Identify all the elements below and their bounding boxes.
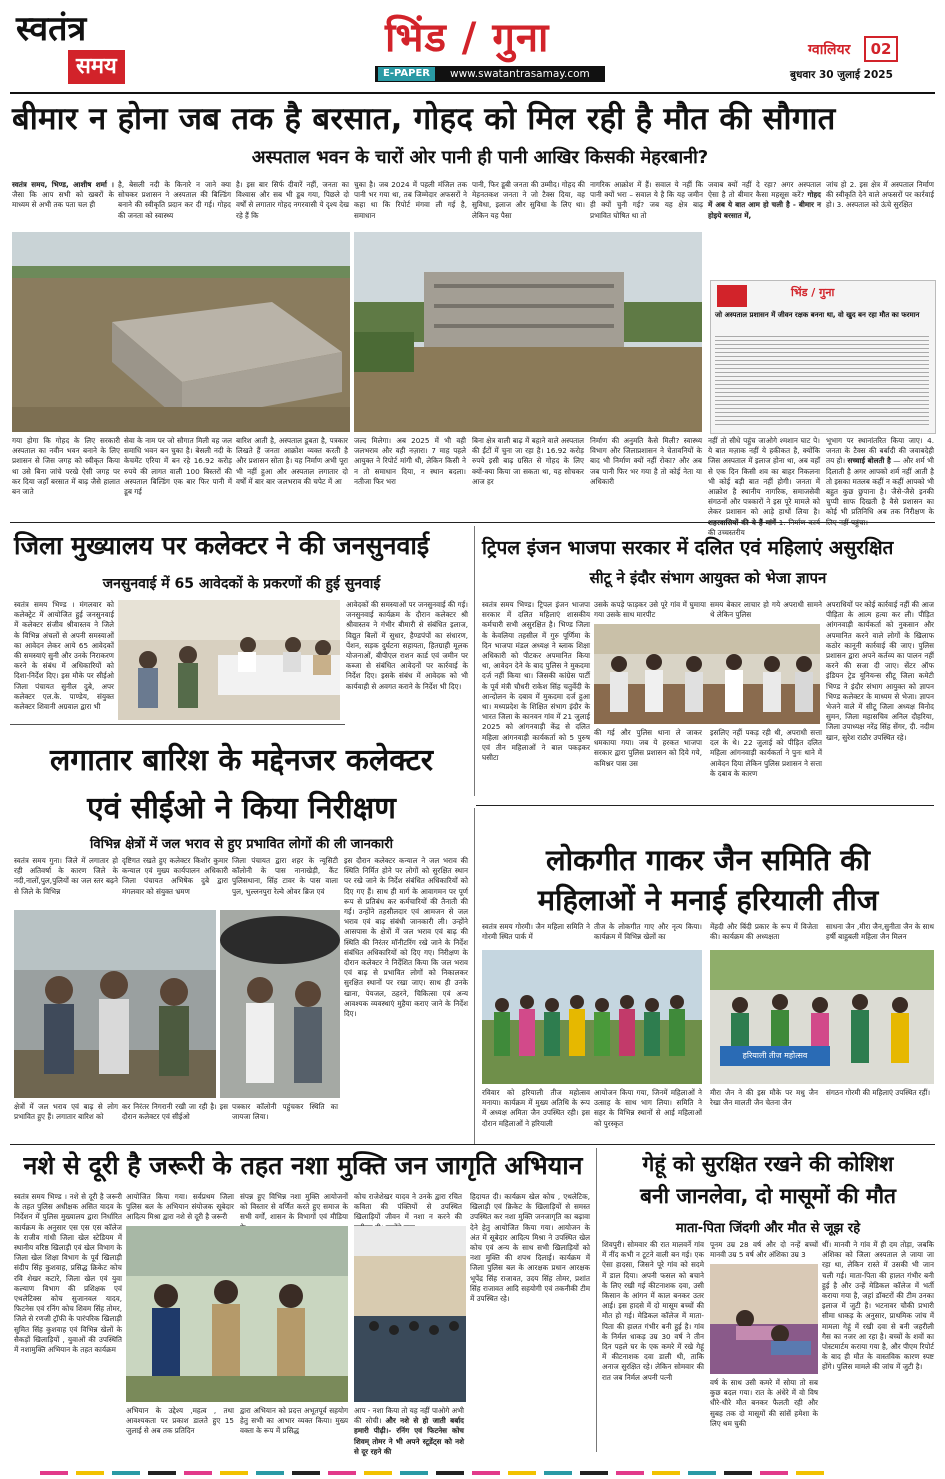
edition-title: भिंड / गुना <box>385 15 550 61</box>
lead-bottom-col7 <box>708 436 820 537</box>
lead-bottom-col4: जल्द मिलेगा। अब 2025 में भी वही जलभराव और वही नज़ारा। 7 माह पहले आयुक्त ने रिपोर्ट मांगी थी, लेकिन किसी ने न तो समाधान दिया, न स्थान बदला। नतीजा फिर भरा <box>354 436 466 486</box>
nasha-col1: स्वतंत्र समय भिण्ड । नशे से दूरी है जरूरी के तहत पुलिस अधीक्षक असित यादव के निर्देशन में पुलिस मुख्यालय द्वारा निर्धारित कार्यक्रम के अनुसार एस एस एस कॉलेज के राजीव गांधी जिला खेल स्टेडियम में स्थानीय वरिष्ठ खिलाड़ी एवं खेल विभाग के जिला खेल शिक्षा विभाग के पूर्व खिलाड़ी संदीप सिंह कुशवाह, प्रसिद्ध क्रिकेट कोच रवि शेखर कटारे, जिला खेल एवं युवा कल्याण विभाग की प्रशिक्षक एवं एथलेटिक्स कोच सुजानवल यादव, फिटनेस एवं रनिंग कोच शिवम सिंह तोमर, जिले से रणजी ट्रॉफी के पारंपरिक खिलाड़ी सुमित सिंह कुशवाह एवं विभिन्न खेलों के सैकड़ों खिलाड़ियों , युवाओं की उपस्थिति में नशामुक्ति अभियान के तहत कार्यक्रम <box>14 1192 122 1355</box>
lead-truth-body: — और शर्म भी दिलाती है अगर आपको शर्म नहीं आती है तो इसका मतलब कहीं न कहीं आपको भी बहुत कुछ छुपाना है। जैसे-जैसे इनकी चुप्पी साफ दिखती है वैसे प्रशासन का कोई भी प्रतिनिधि अब तक निरीक्षण के लिए नहीं पहुंचा। <box>826 456 934 527</box>
triple-col3a: समय बेकार लाचार हो गये अपराधी सामने थे लेकिन पुलिस <box>710 600 822 620</box>
inspection-col4: इस दौरान कलेक्टर कन्याल ने जल भराव की स्थिति निर्मित होने पर लोगों को सुरक्षित स्थान पर रखे जाने के निर्देश संबंधित अधिकारियों को दिए गए हैं। साथ ही मार्ग के आवागमन पर पूर्ण रूप से प्रतिबंध कर कर्मचारियों की तैनाती की गई। उन्होंने तहसीलदार एवं आमजन से जल भराव एवं बाढ़ संबंधी जानकारी ली। उन्होंने आसपास के क्षेत्रों में जल भराव एवं बाढ़ की स्थिति की निरंतर मॉनीटरिंग रखे जाने के निर्देश संबंधित अधिकारियों को दिए गए। निरीक्षण के दौरान कलेक्टर ने निर्देशित किया कि जल भराव एवं बाढ़ से प्रभावित लोगों को निकालकर सुरक्षित स्थानों पर रखा जाए। साथ ही उनके खाना, पेयजल, ठहरने, चिकित्सा एवं अन्य आवश्यक व्यवस्थाएं मुहैया कराए जाने के निर्देश दिए। <box>344 856 468 1019</box>
nasha-col5: हिदायत दी। कार्यक्रम खेल कोच , एथलेटिक, खिलाड़ी एवं क्रिकेट के खिलाड़ियों से समस्त उपस्थित कर नशा मुक्ति जनजागृति का बढ़ावा देने हेतु आयोजित किया गया। आयोजन के अंत में सूबेदार आदित्य मिश्रा ने उपस्थित खेल कोच एवं अन्य के साथ सभी खिलाड़ियों को नशा मुक्ति की शपथ दिलाई। कार्यक्रम में जिला पुलिस बल के आरक्षक प्रधान आरक्षक भूपेंद्र सिंह राजावत, उदय सिंह तोमर, प्रशांत सिंह राजावत आदि सहयोगी एवं तकनीकी टीम में उपस्थित रहे। <box>470 1192 590 1304</box>
lead-col5: पानी, फिर डूबी जनता की उम्मीद। गोहद की मेहनतकश जनता ने जो टैक्स दिया, वह सुविधा, इलाज और सुविधा के लिए था। लेकिन यह पैसा <box>472 180 585 220</box>
logo <box>16 4 156 88</box>
lead-bottom-col2: सेवा के नाम पर जो सौगात मिली वह जल समाधि भवन बन चुका है। बेसली नदी के केचमेंट एरिया में बन रहे 16.92 करोड़ रुपये की लागत वाली 100 बिस्तरों की अस्पताल बिल्डिंग एक बार फिर पानी में डूब गई <box>124 436 232 497</box>
triple-col4: अपराधियों पर कोई कार्रवाई नहीं की आज पीड़िता के आत्म हत्या कर ली। पीड़ित आंगनवाड़ी कार्यकर्ता को नुकसान और अपमानित करने वाले लोगों के खिलाफ कठोर कानूनी कार्रवाई की जाए। पुलिस प्रशासन द्वारा अपने कर्तव्य का पालन नहीं करने की सजा दी जाए। सेंटर ऑफ इंडियन ट्रेड यूनियन्स सीटू जिला कमेटी भिण्ड ने इंदौर संभाग आयुक्त को ज्ञापन भिण्ड कलेक्टर के माध्यम से भेजा। ज्ञापन भेजने वाले में सीटू जिला अध्यक्ष विनोद सुमन, जिला महासचिव अनिल दौहरिया, जिला उपाध्यक्ष नरेंद्र सिंह सेंगर, दी. नदीम खान, सुरेश राठौर उपस्थित रहे। <box>826 600 934 742</box>
lead-col6: नागरिक आक्रोश में हैं। सवाल ये नहीं कि पानी क्यों भरा – सवाल ये है कि यह जमीन ही क्यों चुनी गई? जब यह क्षेत्र बाढ़ प्रभावित घोषित था तो <box>590 180 703 220</box>
nasha-cap2: द्वारा अभियान को प्रदत्त अभूतपूर्व सहयोग हेतु सभी का आभार व्यक्त किया। मुख्य वक्ता के रूप में प्रसिद्ध <box>240 1406 348 1436</box>
page-number: 02 <box>864 36 898 62</box>
jansunvai-subheadline: जनसुनवाई में 65 आवेदकों के प्रकरणों की हुई सुनवाई <box>102 576 381 592</box>
gehu-col2b: वर्ष के साथ उसी कमरे में सोया तो सब कुछ बदल गया। रात के अंधेरे में वो विष धीरे-धीरे मौत बनकर फैलती रही और सुबह तक दो मासूमों की सांसें हमेशा के लिए थम चुकी <box>710 1378 818 1428</box>
lead-bottom-col7-text: नहीं तो सीधे पहुंच जाओगे श्मशान घाट पे। ये बात मज़ाक नहीं ये हकीकत है, क्योंकि जिस अस्पताल में इलाज होना था, अब वहाँ से एक दिन किसी शव का बाहर निकलना भी कोई बड़ी बात नहीं होगी। जनता में आक्रोश है स्थानीय नागरिक, समाजसेवी संगठनों और पत्रकारों ने इस पूरे मामले को लेकर प्रशासन को आड़े हाथों लिया है। <box>708 436 820 517</box>
strip-segment <box>652 1471 680 1475</box>
jansunvai-photo <box>118 600 340 720</box>
city-label: ग्वालियर <box>808 42 851 58</box>
lead-col2: है, बेसली नदी के किनारे न जाने क्या सोचकर प्रशासन ने अस्पताल की बिल्डिंग बनाने की स्वीकृति प्रदान कर दी गई। गोहद की जनता को स्वास्थ्य <box>118 180 231 220</box>
masthead <box>0 0 945 92</box>
lead-subheadline: अस्पताल भवन के चारों ओर पानी ही पानी आखिर किसकी मेहरबानी? <box>251 147 709 168</box>
teej-banner-text: हरियाली तीज महोत्सव <box>742 1051 808 1060</box>
gehu-col2a: पूनम उम्र 28 वर्ष और दो नन्हें बच्चों मानवी उम्र 5 वर्ष और अंशिका उम्र 3 <box>710 1240 818 1260</box>
inspection-col1: स्वतंत्र समय गुना। जिले में लगातार हो रही अतिवर्षा के कारण जिले के नदी,नालों,पुल,पुलियों का जल स्तर बढ़ने से जिले के विभिन्न <box>14 856 118 896</box>
section-rule-2 <box>10 724 345 725</box>
footer-color-strip <box>40 1460 920 1464</box>
lead-col7-head: गोहद में अब ये बात आम हो चली है - बीमार न होइये बरसात में, <box>708 190 821 220</box>
inspection-subheadline: विभिन्न क्षेत्रों में जल भराव से हुए प्रभावित लोगों की ली जानकारी <box>90 837 393 852</box>
gehu-photo <box>710 1264 818 1374</box>
clip-title: भिंड / गुना <box>791 286 835 299</box>
teej-headline-line2: महिलाओं ने मनाई हरियाली तीज <box>537 883 879 917</box>
inspection-headline-line2: एवं सीईओ ने किया निरीक्षण <box>87 791 396 826</box>
column-divider-1 <box>474 526 475 796</box>
strip-segment <box>328 1471 356 1475</box>
clip-headline: जो अस्पताल प्रशासन में जीवन रक्षक बनना था, वो खुद बन रहा मौत का फरमान <box>715 311 920 319</box>
inspection-col3: जिला पंचायत द्वारा शहर के न्यूसिटी कॉलोनी के पास नानाखेड़ी, कैंट पुलिसथाना, सिंह टावर के पास वाला पुल, भुल्लनपुरा रेल्वे ओवर ब्रिज एवं <box>232 856 338 896</box>
strip-segment <box>760 1471 788 1475</box>
lead-col4: चुका है। जब 2024 में पहली मंजिल तक पानी भर गया था, तब जिम्मेदार अफसरों ने कहा था कि रिपोर्ट मंगवा ली गई है, समाधान <box>354 180 467 220</box>
strip-segment <box>76 1471 104 1475</box>
strip-segment <box>472 1471 500 1475</box>
nasha-col3: संपन्न हुए विभिन्न नशा मुक्ति आयोजनों को विस्तार से वर्णित करते हुए समाज के सभी वर्गों, शासन के विभागों एवं मीडिया <box>240 1192 348 1222</box>
lead-col1-text: जैसा कि आप सभी को खबरों के माध्यम से अभी तक पता चल ही <box>12 190 114 210</box>
lead-col3: है। इस बार सिर्फ दीवारें नहीं, जनता का विश्वास और सब भी डूब गया, पिछले दो वर्षों से लगातार गोहद नगरवासी ये दृश्य देख रहे हैं कि <box>236 180 349 220</box>
section-rule-1 <box>10 522 935 523</box>
strip-segment <box>184 1471 212 1475</box>
teej-cap4: संगठन गोरमी की महिलाएं उपस्थित रहीं। <box>826 1088 931 1097</box>
inspection-col2: दृष्टिगत रखते हुए कलेक्टर किशोर कुमार कन्याल एवं मुख्य कार्यपालन अधिकारी जिला पंचायत अभिषेक दुबे द्वारा मंगलवार को संयुक्त भ्रमण <box>122 856 228 896</box>
logo-word-samay: समय <box>68 50 125 84</box>
lead-bottom-col1: गया होगा कि गोहद के लिए सरकारी अस्पताल का नवीन भवन बनाने के लिए प्रशासन से जिस जगह को स्वीकृत किया था उसे बिना जांचे परखे ऐसी जगह पर कर दिया जहाँ बरसात में बाढ़ जैसे हालात बन जाते <box>12 436 120 497</box>
triple-col3b: इसलिए नहीं पकड़ रही थी, अपराधी सत्ता दल के थे। 22 जुलाई को पीड़ित दलित महिला आंगनवाड़ी कार्यकर्ता ने पुनः थाने में आवेदन दिया लेकिन पुलिस प्रशासन ने सत्ता के दबाव के कारण <box>710 728 822 778</box>
teej-col4: साधना जैन ,मीरा जैन,सुनीता जैन के साथ हर्षी बाहुबली महिला जैन मिलन <box>826 922 934 942</box>
lead-col7 <box>708 180 821 240</box>
lead-bottom-col8-text: भूभाग पर स्थानांतरित किया जाए। 4. जनता के टैक्स की बर्बादी की जवाबदेही तय हो। <box>826 436 934 466</box>
lead-demands-head: शहरवासियों की ये हैं मांगें <box>708 517 776 527</box>
jansunvai-headline: जिला मुख्यालय पर कलेक्टर ने की जनसुनवाई <box>14 531 430 560</box>
section-rule-3 <box>476 805 934 806</box>
inspection-cap2: कर निरंतर निगरानी रखी जा रही है। इस दौरान कलेक्टर एवं सीईओ <box>122 1102 228 1122</box>
strip-segment <box>580 1471 608 1475</box>
lead-col7-text: जवाब क्यों नहीं दे रहा? अगर अस्पताल ऐसा है तो बीमार कैसा महसूस करें? <box>708 180 821 200</box>
column-divider-2 <box>474 808 475 1144</box>
strip-segment <box>148 1471 176 1475</box>
strip-segment <box>256 1471 284 1475</box>
logo-word-swatantra: स्वतंत्र <box>16 9 87 49</box>
gehu-col1: शिवपुरी। सोमवार की रात मालवर्ने गांव में नींद कभी न टूटने वाली बन गई। एक ऐसा हादसा, जिसने पूरे गांव को सदमे में डाल दिया। अपनी फसल को बचाने के लिए रखी गई कीटनाशक दवा, उसी किसान के आंगन में काल बनकर उतर आई। इस हादसे में दो मासूम बच्चों की मौत हो गई। मेडिकल कॉलेज में माता-पिता की हालत गंभीर बनी हुई है। गांव के निर्मल धाकड़ उम्र 30 वर्ष ने तीन दिन पहले घर के एक कमरे में रखे गेहूं में कीटनाशक दवा डाली थी, ताकि अनाज सुरक्षित रहे। लेकिन सोमवार की रात जब निर्मल अपनी पत्नी <box>602 1240 704 1382</box>
strip-segment <box>40 1471 68 1475</box>
nasha-photo-2 <box>354 1226 466 1402</box>
lead-bottom-col3: बारिश आती है, अस्पताल डूबता है, पत्रकार लिखते हैं जनता आक्रोश व्यक्त करती है और प्रशासन सोता है। यह निर्माण अभी पूरा भी नहीं हुआ और अस्पताल लगातार दो वर्षों में बार बार जलभराव की चपेट में आ <box>236 436 348 486</box>
clip-logo <box>717 285 747 307</box>
lead-bottom-col5: बिना क्षेत्र वाली बाढ़ में बहाने वाले अस्पताल की ईंटों में चुना जा रहा है। 16.92 करोड़ रुपये इसी बाढ़ ग्रसित से गोहद के लिए क्यों-क्या किया जा सकता था, यह सोचकर आज हर <box>472 436 584 486</box>
inspection-photo-2 <box>220 910 340 1098</box>
teej-cap1: रविवार को हरियाली तीज महोत्सव मनाया। कार्यक्रम में मुख्य अतिथि के रूप में अध्यक्ष अमिता जैन उपस्थित रही। इस दौरान महिलाओं ने हरियाली <box>482 1088 590 1128</box>
lead-bottom-col6: निर्माण की अनुमति कैसे मिली? स्वास्थ्य विभाग और जिलाप्रशासन ने चेतावनियों के बाद भी निर्माण क्यों नहीं रोका? और अब जब पानी फिर भर गया है तो कोई नेता या अधिकारी <box>590 436 702 486</box>
triple-subheadline: सीटू ने इंदौर संभाग आयुक्त को भेजा ज्ञापन <box>589 569 827 587</box>
lead-byline <box>12 180 114 230</box>
masthead-rule <box>10 92 935 94</box>
gehu-headline-line1: गेहूं को सुरक्षित रखने की कोशिश <box>642 1152 894 1176</box>
strip-segment <box>112 1471 140 1475</box>
triple-col1: स्वतंत्र समय भिण्ड। ट्रिपल इंजन भाजपा सरकार में दलित महिलाएं शासकीय कर्मचारी सभी असुरक्षित है। भिण्ड जिला के केवलिया तहसील में गुरु पूर्णिमा के दिन भाजपा मंडल अध्यक्ष ने ब्लाक शिक्षा अधिकारी को पीटकर अपमानित किया था, आवेदन देने के बाद पुलिस ने मुकदमा दर्ज नहीं किया था। जिसकी कांग्रेस पार्टी के पूर्व मंत्री चौधरी राकेश सिंह चतुर्वेदी के आन्दोलन के दबाव में मुकदमा दर्ज हुआ था। मध्यप्रदेश के शिक्षित संभाग इंदौर के भारत जिला के कानवन गांव में 21 जुलाई 2025 को आंगनवाड़ी केंद्र से दलित महिला आंगनवाड़ी कार्यकर्ता को 5 पुरुष एवं तीन महिलाओं ने बाल पकड़कर घसीटा <box>482 600 590 763</box>
issue-date: बुधवार 30 जुलाई 2025 <box>790 69 893 81</box>
column-divider-3 <box>596 1148 597 1452</box>
strip-segment <box>796 1471 824 1475</box>
section-rule-4 <box>10 1144 935 1145</box>
inspection-photo-1 <box>14 910 216 1098</box>
lead-col8: जांच हो 2. इस क्षेत्र में अस्पताल निर्माण की स्वीकृति देने वाले अफसरों पर कार्रवाई हो। 3. अस्पताल को ऊंचे सुरक्षित <box>826 180 934 210</box>
strip-segment <box>220 1471 248 1475</box>
teej-headline-line1: लोकगीत गाकर जैन समिति की <box>545 843 871 877</box>
nasha-col4: कोच राजेशेखर यादव ने उनके द्वारा रचित कविता की पंक्तियों से उपस्थित खिलाड़ियों जीवन में नशा न करने की <box>354 1192 462 1222</box>
clip-body-lines <box>715 333 929 427</box>
teej-col2: तीज के लोकगीत गाए और नृत्य किया। कार्यक्रम में विभिन्न खेलों का <box>594 922 702 942</box>
gehu-subheadline: माता-पिता जिंदगी और मौत से जूझ रहे <box>675 1221 861 1236</box>
lead-photo-building-water <box>354 232 702 432</box>
nasha-cap1: अभियान के उद्देश्य ,महत्व , तथा आवश्यकता पर प्रकाश डालते हुए 15 जुलाई से अब तक प्रतिदिन <box>126 1406 234 1436</box>
nasha-cap3 <box>354 1406 464 1454</box>
lead-byline-text: स्वतंत्र समय, भिण्ड, आशीष शर्मा । <box>12 180 114 189</box>
inspection-cap3: पत्रकार कॉलोनी पहुंचकर स्थिति का जायजा लिया। <box>232 1102 338 1122</box>
jansunvai-col2: आवेदकों की समस्याओं पर जनसुनवाई की गई। जनसुनवाई कार्यक्रम के दौरान कलेक्टर श्री श्रीवास्तव ने गंभीर बीमारी से संबंधित इलाज, विद्युत बिलों में सुधार, हैण्डपंपों का संधारण, पेंशन, सड़क दुर्घटना सहायता, हितग्राही मूलक योजनाओं, बीपीएल राशन कार्ड एवं जमीन पर कब्जा से संबंधित आवेदनों पर कार्रवाई के निर्देश दिए। इसके संबंध में आवेदक को भी कार्यवाही से अवगत कराने के निर्देश भी दिए। <box>346 600 468 691</box>
triple-col2a: उसके कपड़े फाड़कर उसे पूरे गांव में घुमाया गया उसके साथ मारपीट <box>594 600 706 620</box>
triple-photo <box>594 624 820 724</box>
strip-segment <box>292 1471 320 1475</box>
strip-segment <box>508 1471 536 1475</box>
gehu-col3: थीं। मानवी ने गांव में ही दम तोड़ा, जबकि अंशिका को जिला अस्पताल ले जाया जा रहा था, लेकिन रास्ते में उसकी भी जान चली गई। माता-पिता की हालत गंभीर बनी हुई है और उन्हें मेडिकल कॉलेज में भर्ती कराया गया है, जहां डॉक्टरों की टीम उनका इलाज में जुटी है। भटनावर चौकी प्रभारी सीमा धाकड़ के अनुसार, प्राथमिक जांच में मामला गेहूं में रखी दवा से बनी जहरीली गैस का नजर आ रहा है। बच्चों के शवों का पोस्टमार्टम कराया गया है, और पीएम रिपोर्ट के बाद ही मौत के वास्तविक कारण स्पष्ट होंगे। पुलिस मामले की जांच में जुटी है। <box>822 1240 934 1372</box>
nasha-cap3b: और नशे से हो जाती बर्बाद हमारी पीढ़ी।- रनिंग एवं फिटनेस कोच शिवम् तोमर ने भी अपने स्टूडेंट्स को नशे से दूर रहने की <box>354 1416 464 1456</box>
triple-col2b: की गई और पुलिस थाना ले जाकर धमकाया गया। जब ये हरकत भाजपा सरकार द्वारा पुलिस प्रशासन को दिये गये, कमिश्नर पास उस <box>594 728 702 768</box>
strip-segment <box>436 1471 464 1475</box>
triple-headline: ट्रिपल इंजन भाजपा सरकार में दलित एवं महिलाएं असुरक्षित <box>482 537 894 559</box>
jansunvai-col1: स्वतंत्र समय भिण्ड । मंगलवार को कलेक्ट्रेट में आयोजित हुई जनसुनवाई में कलेक्टर संजीव श्रीवास्तव ने जिले के विभिन्न अंचलों से अपनी समस्याओं का आवेदन लेकर आये 65 आवेदकों की समस्याएं सुनी और उनके निराकरण करने के संबंध में अधिकारियों को दिशा-निर्देश दिए। इस मौके पर सीईओ जिला पंचायत सुनील दुबे, अपर कलेक्टर एल.के. पाण्डेय, संयुक्त कलेक्टर शिवानी अग्रवाल द्वारा भी <box>14 600 114 712</box>
lead-photo-hospital-flood <box>12 232 350 432</box>
gehu-headline-line2: बनी जानलेवा, दो मासूमों की मौत <box>640 1184 896 1208</box>
strip-segment <box>544 1471 572 1475</box>
lead-bottom-col8 <box>826 436 934 527</box>
teej-col1: स्वतंत्र समय गोरमी। जैन महिला समिति ने गोरमी स्थित पार्क में <box>482 922 590 942</box>
epaper-label: E-PAPER <box>378 67 435 81</box>
teej-cap2: आयोजन किया गया, जिनमें महिलाओं ने उत्साह के साथ भाग लिया। समिति ने सहर के विभिन्न स्थानों से आई महिलाओं को पुरस्कृत <box>594 1088 702 1128</box>
lead-newspaper-clipping <box>710 280 936 434</box>
strip-segment <box>724 1471 752 1475</box>
strip-segment <box>616 1471 644 1475</box>
teej-photo-2 <box>710 950 934 1084</box>
teej-photo-1 <box>482 950 702 1084</box>
lead-demands-first: 1. निर्माण कार्य की उच्चस्तरीय <box>708 517 820 537</box>
nasha-headline: नशे से दूरी है जरूरी के तहत नशा मुक्ति जन जागृति अभियान <box>23 1151 583 1180</box>
nasha-cap3a: आप - नशा किया तो यह नहीं पाओगे अभी की सोची। <box>354 1406 464 1426</box>
teej-banner <box>720 1046 830 1066</box>
teej-col3: मेंहदी और बिंदी प्रकार के रूप में विजेता की। कार्यक्रम की अध्यक्षता <box>710 922 818 942</box>
teej-cap3: मीरा जैन ने की इस मौके पर मधु जैन रेखा जैन मालती जैन चेतना जैन <box>710 1088 818 1108</box>
strip-segment <box>688 1471 716 1475</box>
lead-headline: बीमार न होना जब तक है बरसात, गोहद को मिल रही है मौत की सौगात <box>12 101 836 137</box>
lead-truth-head: सच्चाई बोलती है <box>847 456 891 466</box>
nasha-col2: आयोजित किया गया। सर्वप्रथम जिला पुलिस बल के अभियान संयोजक सूबेदार आदित्य मिश्रा द्वारा नशे से दूरी है जरूरी <box>126 1192 234 1222</box>
strip-segment <box>364 1471 392 1475</box>
inspection-headline-line1: लगातार बारिश के मद्देनजर कलेक्टर <box>49 743 434 778</box>
strip-segment <box>400 1471 428 1475</box>
inspection-cap1: क्षेत्रों में जल भराव एवं बाढ़ से लोग प्रभावित हुए हैं। लगातार बारिश को <box>14 1102 118 1122</box>
nasha-photo-1 <box>126 1226 348 1402</box>
website-link[interactable]: www.swatantrasamay.com <box>450 68 590 80</box>
